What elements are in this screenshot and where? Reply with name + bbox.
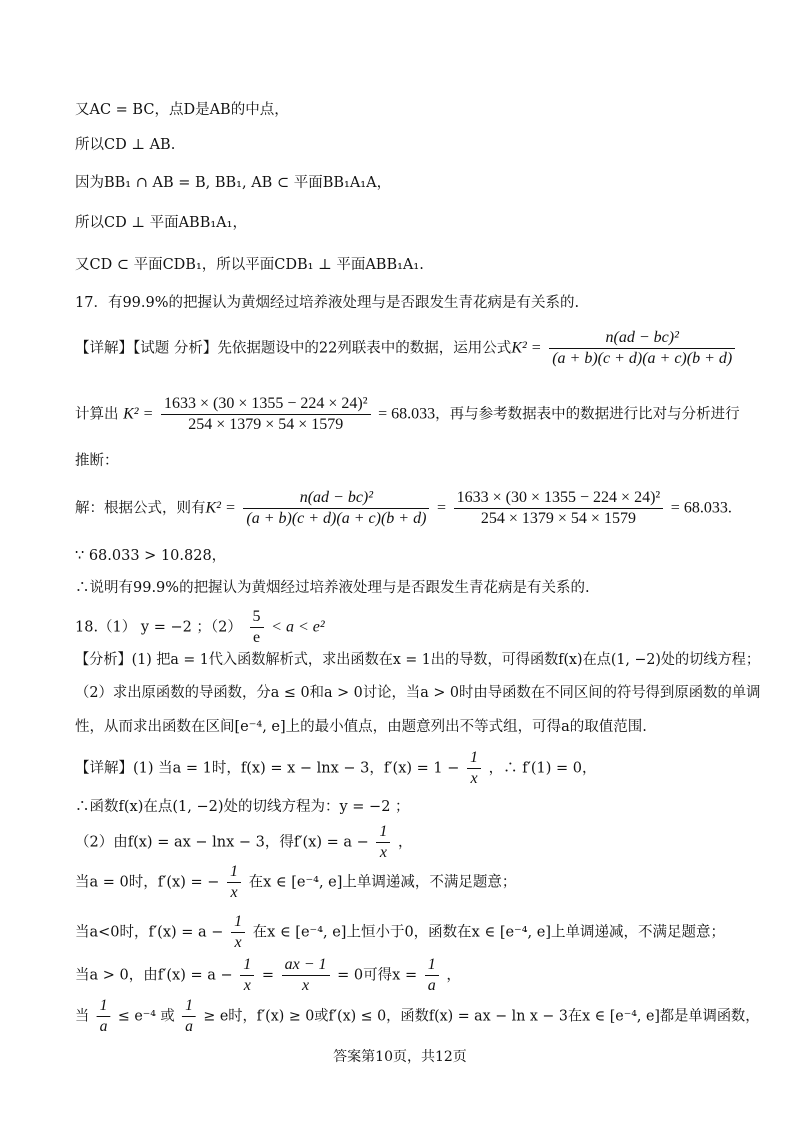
- line-23: 当 $\frac{1}{a}$ ≤ e⁻⁴ 或 $\frac{1}{a}$ ≥ e时，f′(x) ≥ 0或f′(x) ≤ 0，函数f(x) = ax − ln x − 3在x ∈ [e⁻⁴, e]都是单调函数，: [75, 997, 760, 1035]
- line-20: 当a = 0时，f′(x) = − $\frac{1}{x}$ 在x ∈ [e⁻⁴, e]上单调递减，不满足题意；: [75, 863, 517, 901]
- line-8-calc: 计算出 K² = $\frac{\text{1633 × (30 × 1355 − 224 × 24)²}}{254 \times 1379 \times 54 \times 1579}$ = 68.033，再与参考数据表中的数据进行比对与分析进行: [75, 395, 740, 433]
- line-14-analysis: 【分析】(1) 把a = 1代入函数解析式，求出函数在x = 1出的导数，可得函数f(x)在点(1, −2)处的切线方程；: [75, 652, 761, 668]
- line-9: 推断：: [75, 453, 119, 469]
- line-6-problem-17-answer: 17．有99.9%的把握认为黄烟经过培养液处理与是否跟发生青花病是有关系的.: [75, 295, 580, 311]
- line-19: （2）由f(x) = ax − lnx − 3，得f′(x) = a − $\frac{1}{x}$ ，: [75, 823, 413, 861]
- line-16: 性，从而求出函数在区间[e⁻⁴, e]上的最小值点，由题意列出不等式组，可得a的取值范围.: [75, 719, 647, 735]
- line-15: （2）求出原函数的导函数，分a ≤ 0和a > 0讨论，当a > 0时由导函数在不同区间的符号得到原函数的单调: [75, 685, 761, 701]
- line-4: 所以CD ⊥ 平面ABB₁A₁，: [75, 215, 247, 231]
- line-17-detail: 【详解】(1) 当a = 1时，f(x) = x − lnx − 3，f′(x) = 1 − $\frac{1}{x}$ ，∴ f′(1) = 0，: [75, 749, 597, 787]
- line-18: ∴函数f(x)在点(1, −2)处的切线方程为：y = −2 ；: [75, 799, 410, 815]
- line-10-solution: 解：根据公式，则有K² = $\frac{\text{n(ad − bc)²}}{(a + b)(c + d)(a + c)(b + d)}$ = $\frac{\text{1633 × (30 × 1355 − 224 × 24)²}}{254 \times 1379 \times 54 \times 1579}$ = 68.033.: [75, 489, 732, 527]
- line-22: 当a > 0，由f′(x) = a − $\frac{1}{x}$ = $\frac{ax - 1}{x}$ = 0可得x = $\frac{1}{a}$ ，: [75, 956, 461, 994]
- line-12: ∴说明有99.9%的把握认为黄烟经过培养液处理与是否跟发生青花病是有关系的.: [75, 580, 590, 596]
- line-3: 因为BB₁ ∩ AB = B, BB₁, AB ⊂ 平面BB₁A₁A，: [75, 175, 392, 191]
- line-21: 当a<0时，f′(x) = a − $\frac{1}{x}$ 在x ∈ [e⁻⁴, e]上恒小于0，函数在x ∈ [e⁻⁴, e]上单调递减，不满足题意；: [75, 913, 725, 951]
- line-7-detail: 【详解】【试题 分析】先依据题设中的22列联表中的数据，运用公式K² = $\frac{\text{n(ad − bc)²}}{(a + b)(c + d)(a + c)(b + d)}$: [75, 328, 738, 369]
- line-2: 所以CD ⊥ AB.: [75, 137, 176, 153]
- line-13-problem-18-answer: 18.（1） y = −2 ；（2） $\frac{5}{e}$ < a < e²: [75, 608, 325, 646]
- line-1: 又AC = BC，点D是AB的中点，: [75, 102, 289, 118]
- page-footer: 答案第10页，共12页: [333, 1049, 467, 1065]
- line-11: ∵ 68.033 > 10.828，: [75, 548, 227, 564]
- line-5: 又CD ⊂ 平面CDB₁，所以平面CDB₁ ⊥ 平面ABB₁A₁.: [75, 257, 424, 273]
